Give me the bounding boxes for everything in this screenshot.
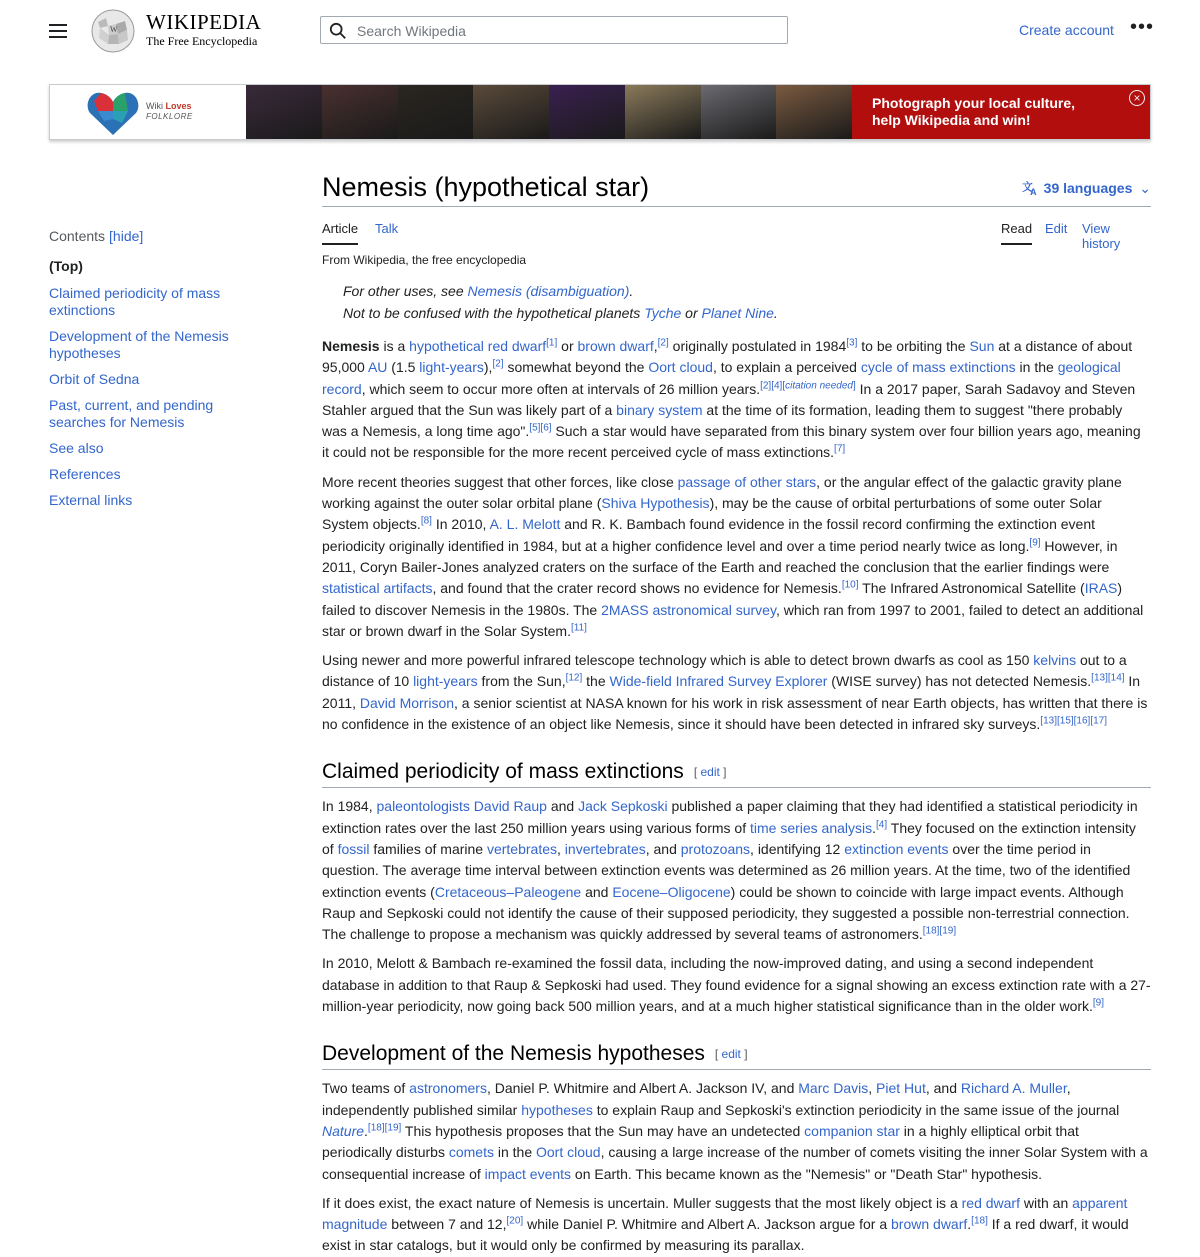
inline-link[interactable]: Sun — [969, 338, 995, 354]
inline-link[interactable]: AU — [367, 359, 388, 376]
inline-link[interactable]: vertebrates — [486, 840, 558, 857]
cta-line-1: Photograph your local culture, — [872, 95, 1076, 111]
search-box[interactable] — [320, 16, 788, 44]
citation-ref[interactable]: [18][19] — [367, 1122, 402, 1134]
inline-link[interactable]: Eocene–Oligocene — [612, 883, 731, 900]
citation-ref[interactable]: [13][14] — [1091, 672, 1125, 684]
language-selector[interactable] — [1022, 180, 1151, 197]
toc-item-references[interactable]: References — [49, 466, 121, 482]
citation-ref[interactable]: [18] — [971, 1215, 988, 1227]
citation-ref[interactable]: [citation needed] — [782, 379, 856, 391]
citation-ref[interactable]: [1] — [546, 337, 558, 349]
inline-link[interactable]: statistical artifacts — [322, 580, 433, 597]
inline-link[interactable]: brown dwarf — [577, 338, 654, 354]
banner-photo — [246, 85, 322, 139]
inline-link[interactable]: paleontologists — [376, 798, 470, 815]
svg-text:W: W — [110, 25, 118, 34]
banner-photo — [398, 85, 474, 139]
inline-link[interactable]: passage of other stars — [677, 473, 817, 490]
search-input[interactable] — [355, 18, 779, 44]
inline-link[interactable]: time series analysis — [749, 819, 873, 836]
paragraph-lead: Nemesis is a hypothetical red dwarf[1] or brown dwarf,[2] originally postulated in 1984[3] to be orbiting the Sun at a distance of about 95,000 AU (1.5 light-years),[2] somewhat beyond the Oort cloud, to explain a perceived cycle of mass extinctions in the geological record, which seem to occur more often at intervals of 26 million years.[2][4][citation needed] In a 2017 paper, Sarah Sadavoy and Steven Stahler argued that the Sun was likely part of a binary system at the time of its formation, leading them to suggest "there probably was a Nemesis, a long time ago".[5][6] Such a star would have separated from this binary system over four billion years ago, meaning it could not be responsible for the more recent perceived cycle of mass extinctions.[7] — [322, 337, 1141, 461]
inline-link[interactable]: comets — [448, 1144, 494, 1161]
tab-read[interactable]: Read — [1001, 221, 1032, 245]
paragraph-raup-sepkoski: In 1984, paleontologists David Raup and Jack Sepkoski published a paper claiming that they had identified a statistical periodicity in extinction rates over the last 250 million years using various forms of time series analysis.[4] They focused on the extinction intensity of fossil families of marine vertebrates, invertebrates, and protozoans, identifying 12 extinction events over the time period in question. The average time interval between extinction events was determined as 26 million years. At the time, two of the identified extinction events (Cretaceous–Paleogene and Eocene–Oligocene) could be shown to coincide with large impact events. Although Raup and Sepkoski could not identify the cause of their supposed periodicity, they suggested a possible non-terrestrial connection. The challenge to propose a mechanism was quickly addressed by several teams of astronomers.[18][19] — [322, 798, 1138, 943]
hatnote-text: For other uses, see — [343, 283, 468, 299]
hatnote-disambiguation — [343, 281, 1151, 303]
toc-header — [49, 228, 249, 244]
inline-link[interactable]: Richard A. Muller — [960, 1080, 1067, 1097]
inline-link[interactable]: fossil — [337, 840, 370, 857]
puzzle-heart-icon — [86, 89, 140, 137]
section-edit: [ edit ] — [693, 765, 727, 780]
inline-link[interactable]: brown dwarf — [891, 1216, 968, 1233]
translate-icon — [1022, 180, 1040, 196]
citation-ref[interactable]: [10] — [841, 579, 859, 591]
inline-link[interactable]: binary system — [616, 401, 703, 418]
inline-link[interactable]: cycle of mass extinctions — [860, 359, 1016, 376]
chevron-down-icon: ⌄ — [1139, 180, 1151, 196]
inline-link[interactable]: Piet Hut — [876, 1080, 926, 1097]
banner-photo — [701, 85, 777, 139]
section-heading-claimed-periodicity — [322, 759, 1151, 788]
page-title: Nemesis (hypothetical star) — [322, 172, 650, 202]
article-content — [322, 170, 1151, 1257]
wordmark-title: WIKIPEDIA — [146, 10, 262, 34]
hatnote-text: Not to be confused with the hypothetical planets — [343, 304, 645, 321]
edit-link[interactable]: edit — [721, 1047, 741, 1062]
paragraph-two-teams: Two teams of astronomers, Daniel P. Whitmire and Albert A. Jackson IV, and Marc Davis, Piet Hut, and Richard A. Muller, independently published similar hypotheses to explain Raup and Sepkoski's extinction periodicity in the same issue of the journal Nature.[18][19] This hypothesis proposes that the Sun may have an undetected companion star in a highly elliptical orbit that periodically disturbs comets in the Oort cloud, causing a large increase of the number of comets visiting the inner Solar System with a consequential increase of impact events on Earth. This became known as the "Nemesis" or "Death Star" hypothesis. — [322, 1080, 1148, 1182]
inline-link[interactable]: red dwarf — [961, 1194, 1020, 1211]
inline-link[interactable]: apparent magnitude — [322, 1194, 1128, 1233]
tab-view-history[interactable]: View history — [1082, 221, 1121, 251]
inline-link[interactable]: 2MASS astronomical survey — [601, 601, 776, 618]
paragraph-nature-of-nemesis: If it does exist, the exact nature of Nemesis is uncertain. Muller suggests that the most likely object is a red dwarf with an apparent magnitude between 7 and 12,[20] while Daniel P. Whitmire and Albert A. Jackson argue for a brown dwarf.[18] If a red dwarf, it would exist in star catalogs, but it would only be confirmed by measuring its parallax. — [322, 1194, 1129, 1254]
inline-link[interactable]: Marc Davis — [798, 1080, 869, 1097]
citation-ref[interactable]: [5][6] — [529, 422, 552, 434]
inline-link[interactable]: Oort cloud — [536, 1144, 601, 1161]
wordmark-tagline: The Free Encyclopedia — [146, 34, 258, 48]
inline-link[interactable]: hypothetical — [409, 338, 484, 354]
site-header — [0, 0, 1200, 62]
emphasis-text: Nemesis — [322, 338, 380, 354]
wikipedia-wordmark[interactable] — [146, 10, 261, 48]
cta-line-2: help Wikipedia and win! — [872, 112, 1031, 128]
toc-item-top[interactable]: (Top) — [49, 258, 83, 274]
close-icon[interactable]: × — [1129, 90, 1145, 106]
inline-link[interactable]: protozoans — [680, 840, 751, 857]
campaign-banner[interactable] — [49, 84, 1151, 140]
inline-link[interactable]: geological record — [322, 359, 1121, 397]
citation-ref[interactable]: [13][15][16][17] — [1040, 715, 1108, 727]
citation-ref[interactable]: [11] — [571, 622, 587, 634]
inline-link[interactable]: IRAS — [1084, 580, 1118, 597]
section-heading-development — [322, 1041, 1151, 1070]
toc-item-claimed-periodicity[interactable]: Claimed periodicity of mass extinctions — [49, 285, 221, 318]
inline-link[interactable]: Jack Sepkoski — [578, 798, 668, 815]
inline-link[interactable]: David Raup — [473, 798, 547, 815]
banner-cta[interactable] — [852, 85, 1151, 139]
citation-ref[interactable]: [2] — [492, 358, 504, 370]
hatnote-not-confused — [343, 303, 1151, 325]
languages-count: 39 languages — [1043, 180, 1133, 196]
hatnote-text: or — [681, 304, 702, 321]
hatnote-link[interactable]: Nemesis (disambiguation) — [467, 283, 630, 299]
tab-article[interactable]: Article — [322, 221, 358, 245]
citation-ref[interactable]: [20] — [506, 1215, 524, 1227]
citation-ref[interactable]: [8] — [420, 515, 432, 527]
title-row — [322, 170, 1151, 207]
citation-ref[interactable]: [2][4] — [760, 379, 783, 391]
table-of-contents — [49, 228, 249, 518]
emphasis-text — [322, 1123, 364, 1139]
logo-loves-text: Loves — [165, 101, 192, 111]
citation-ref[interactable]: [18][19] — [922, 925, 957, 937]
paragraph-infrared: Using newer and more powerful infrared telescope technology which is able to detect brown dwarfs as cool as 150 kelvins out to a distance of 10 light-years from the Sun,[12] the Wide-field Infrared Survey Explorer (WISE survey) has not detected Nemesis.[13][14] In 2011, David Morrison, a senior scientist at NASA known for his work in risk assessment of near Earth objects, has written that there is no confidence in the existence of an object like Nemesis, since it should have been detected in infrared sky surveys.[13][15][16][17] — [322, 652, 1148, 733]
inline-link[interactable]: kelvins — [1033, 652, 1077, 669]
inline-link[interactable]: Nature — [322, 1122, 365, 1139]
hatnote — [322, 281, 1151, 324]
inline-link[interactable]: impact events — [484, 1165, 572, 1182]
section-title: Development of the Nemesis hypotheses — [322, 1042, 705, 1066]
wikipedia-globe-icon[interactable] — [90, 8, 136, 54]
inline-link[interactable]: David Morrison — [359, 694, 455, 711]
banner-photo — [322, 85, 398, 139]
toc-title: Contents — [49, 228, 106, 244]
tab-edit[interactable]: Edit — [1045, 221, 1068, 236]
inline-link[interactable]: companion star — [804, 1122, 900, 1139]
section-title: Claimed periodicity of mass extinctions — [322, 760, 684, 784]
inline-link[interactable]: Shiva Hypothesis — [601, 495, 710, 512]
citation-ref[interactable]: [12] — [565, 672, 583, 684]
emphasis-text: citation needed — [785, 379, 853, 391]
logo-folklore-text: FOLKLORE — [146, 112, 193, 121]
citation-ref[interactable]: [2] — [657, 337, 669, 349]
inline-link[interactable]: invertebrates — [564, 840, 646, 857]
citation-ref[interactable]: [9] — [1029, 537, 1041, 549]
site-subtitle: From Wikipedia, the free encyclopedia — [322, 253, 527, 267]
citation-ref[interactable]: [3] — [846, 337, 858, 349]
citation-ref[interactable]: [7] — [834, 443, 846, 455]
wiki-loves-folklore-text — [146, 101, 193, 122]
main-menu-icon[interactable] — [44, 16, 72, 44]
toc-item-development[interactable]: Development of the Nemesis hypotheses — [49, 328, 229, 361]
more-options-icon[interactable]: ••• — [1130, 16, 1155, 38]
hatnote-text: . — [629, 283, 634, 299]
banner-cta-text — [872, 95, 1075, 129]
hatnote-link[interactable]: Tyche — [644, 304, 682, 321]
inline-link[interactable]: Wide-field Infrared Survey Explorer — [609, 673, 828, 690]
citation-ref[interactable]: [4] — [876, 818, 888, 830]
banner-photo — [473, 85, 549, 139]
inline-link[interactable]: light-years — [419, 359, 484, 376]
tab-talk[interactable]: Talk — [375, 221, 399, 236]
paragraph-recent-theories: More recent theories suggest that other forces, like close passage of other stars, or the angular effect of the galactic gravity plane working against the outer solar orbital plane (Shiva Hypothesis), may be the cause of orbital perturbations of some outer Solar System objects.[8] In 2010, A. L. Melott and R. K. Bambach found evidence in the fossil record confirming the extinction event periodicity originally identified in 1984, but at a higher confidence level and over a time period nearly twice as long.[9] However, in 2011, Coryn Bailer-Jones analyzed craters on the surface of the Earth and reached the conclusion that the earlier findings were statistical artifacts, and found that the crater record shows no evidence for Nemesis.[10] The Infrared Astronomical Satellite (IRAS) failed to discover Nemesis in the 1980s. The 2MASS astronomical survey, which ran from 1997 to 2001, failed to detect an additional star or brown dwarf in the Solar System.[11] — [322, 473, 1144, 639]
banner-photo — [549, 85, 625, 139]
toc-item-searches[interactable]: Past, current, and pending searches for Nemesis — [49, 397, 214, 430]
inline-link[interactable]: astronomers — [409, 1080, 487, 1097]
toc-item-orbit-sedna[interactable]: Orbit of Sedna — [49, 371, 140, 387]
inline-link[interactable]: red dwarf — [487, 338, 547, 354]
hatnote-text: . — [773, 304, 778, 321]
citation-ref[interactable]: [9] — [1092, 997, 1105, 1009]
inline-link[interactable]: Cretaceous–Paleogene — [434, 883, 582, 900]
wiki-loves-folklore-logo — [50, 85, 246, 139]
create-account-link[interactable]: Create account — [1019, 22, 1114, 38]
hatnote-link[interactable]: Planet Nine — [701, 304, 774, 321]
banner-photo — [625, 85, 701, 139]
inline-link[interactable]: light-years — [413, 673, 478, 690]
toc-item-external-links[interactable]: External links — [49, 492, 133, 508]
paragraph-melott-bambach: In 2010, Melott & Bambach re-examined the fossil data, including the now-improved dating, and using a second independent database in addition to that Raup & Sepkoski had used. They found evidence for a signal showing an excess extinction rate with a 27-million-year periodicity, now going back 500 million years, and at a much higher statistical significance than in the older work.[9] — [322, 955, 1151, 1015]
page-tabs — [322, 207, 1151, 251]
inline-link[interactable]: hypotheses — [521, 1101, 593, 1118]
section-edit: [ edit ] — [714, 1047, 748, 1062]
logo-wiki-text: Wiki — [146, 101, 166, 111]
search-icon — [329, 22, 347, 40]
banner-photo-strip — [246, 85, 852, 139]
edit-link[interactable]: edit — [700, 765, 720, 780]
banner-photo — [776, 85, 852, 139]
toc-item-see-also[interactable]: See also — [49, 440, 104, 456]
svg-text:A: A — [1029, 187, 1037, 196]
toc-hide-link[interactable]: [hide] — [109, 228, 144, 244]
inline-link[interactable]: Oort cloud — [648, 359, 713, 376]
inline-link[interactable]: A. L. Melott — [489, 516, 561, 533]
svg-text:文: 文 — [1021, 180, 1033, 194]
inline-link[interactable]: extinction events — [844, 840, 949, 857]
